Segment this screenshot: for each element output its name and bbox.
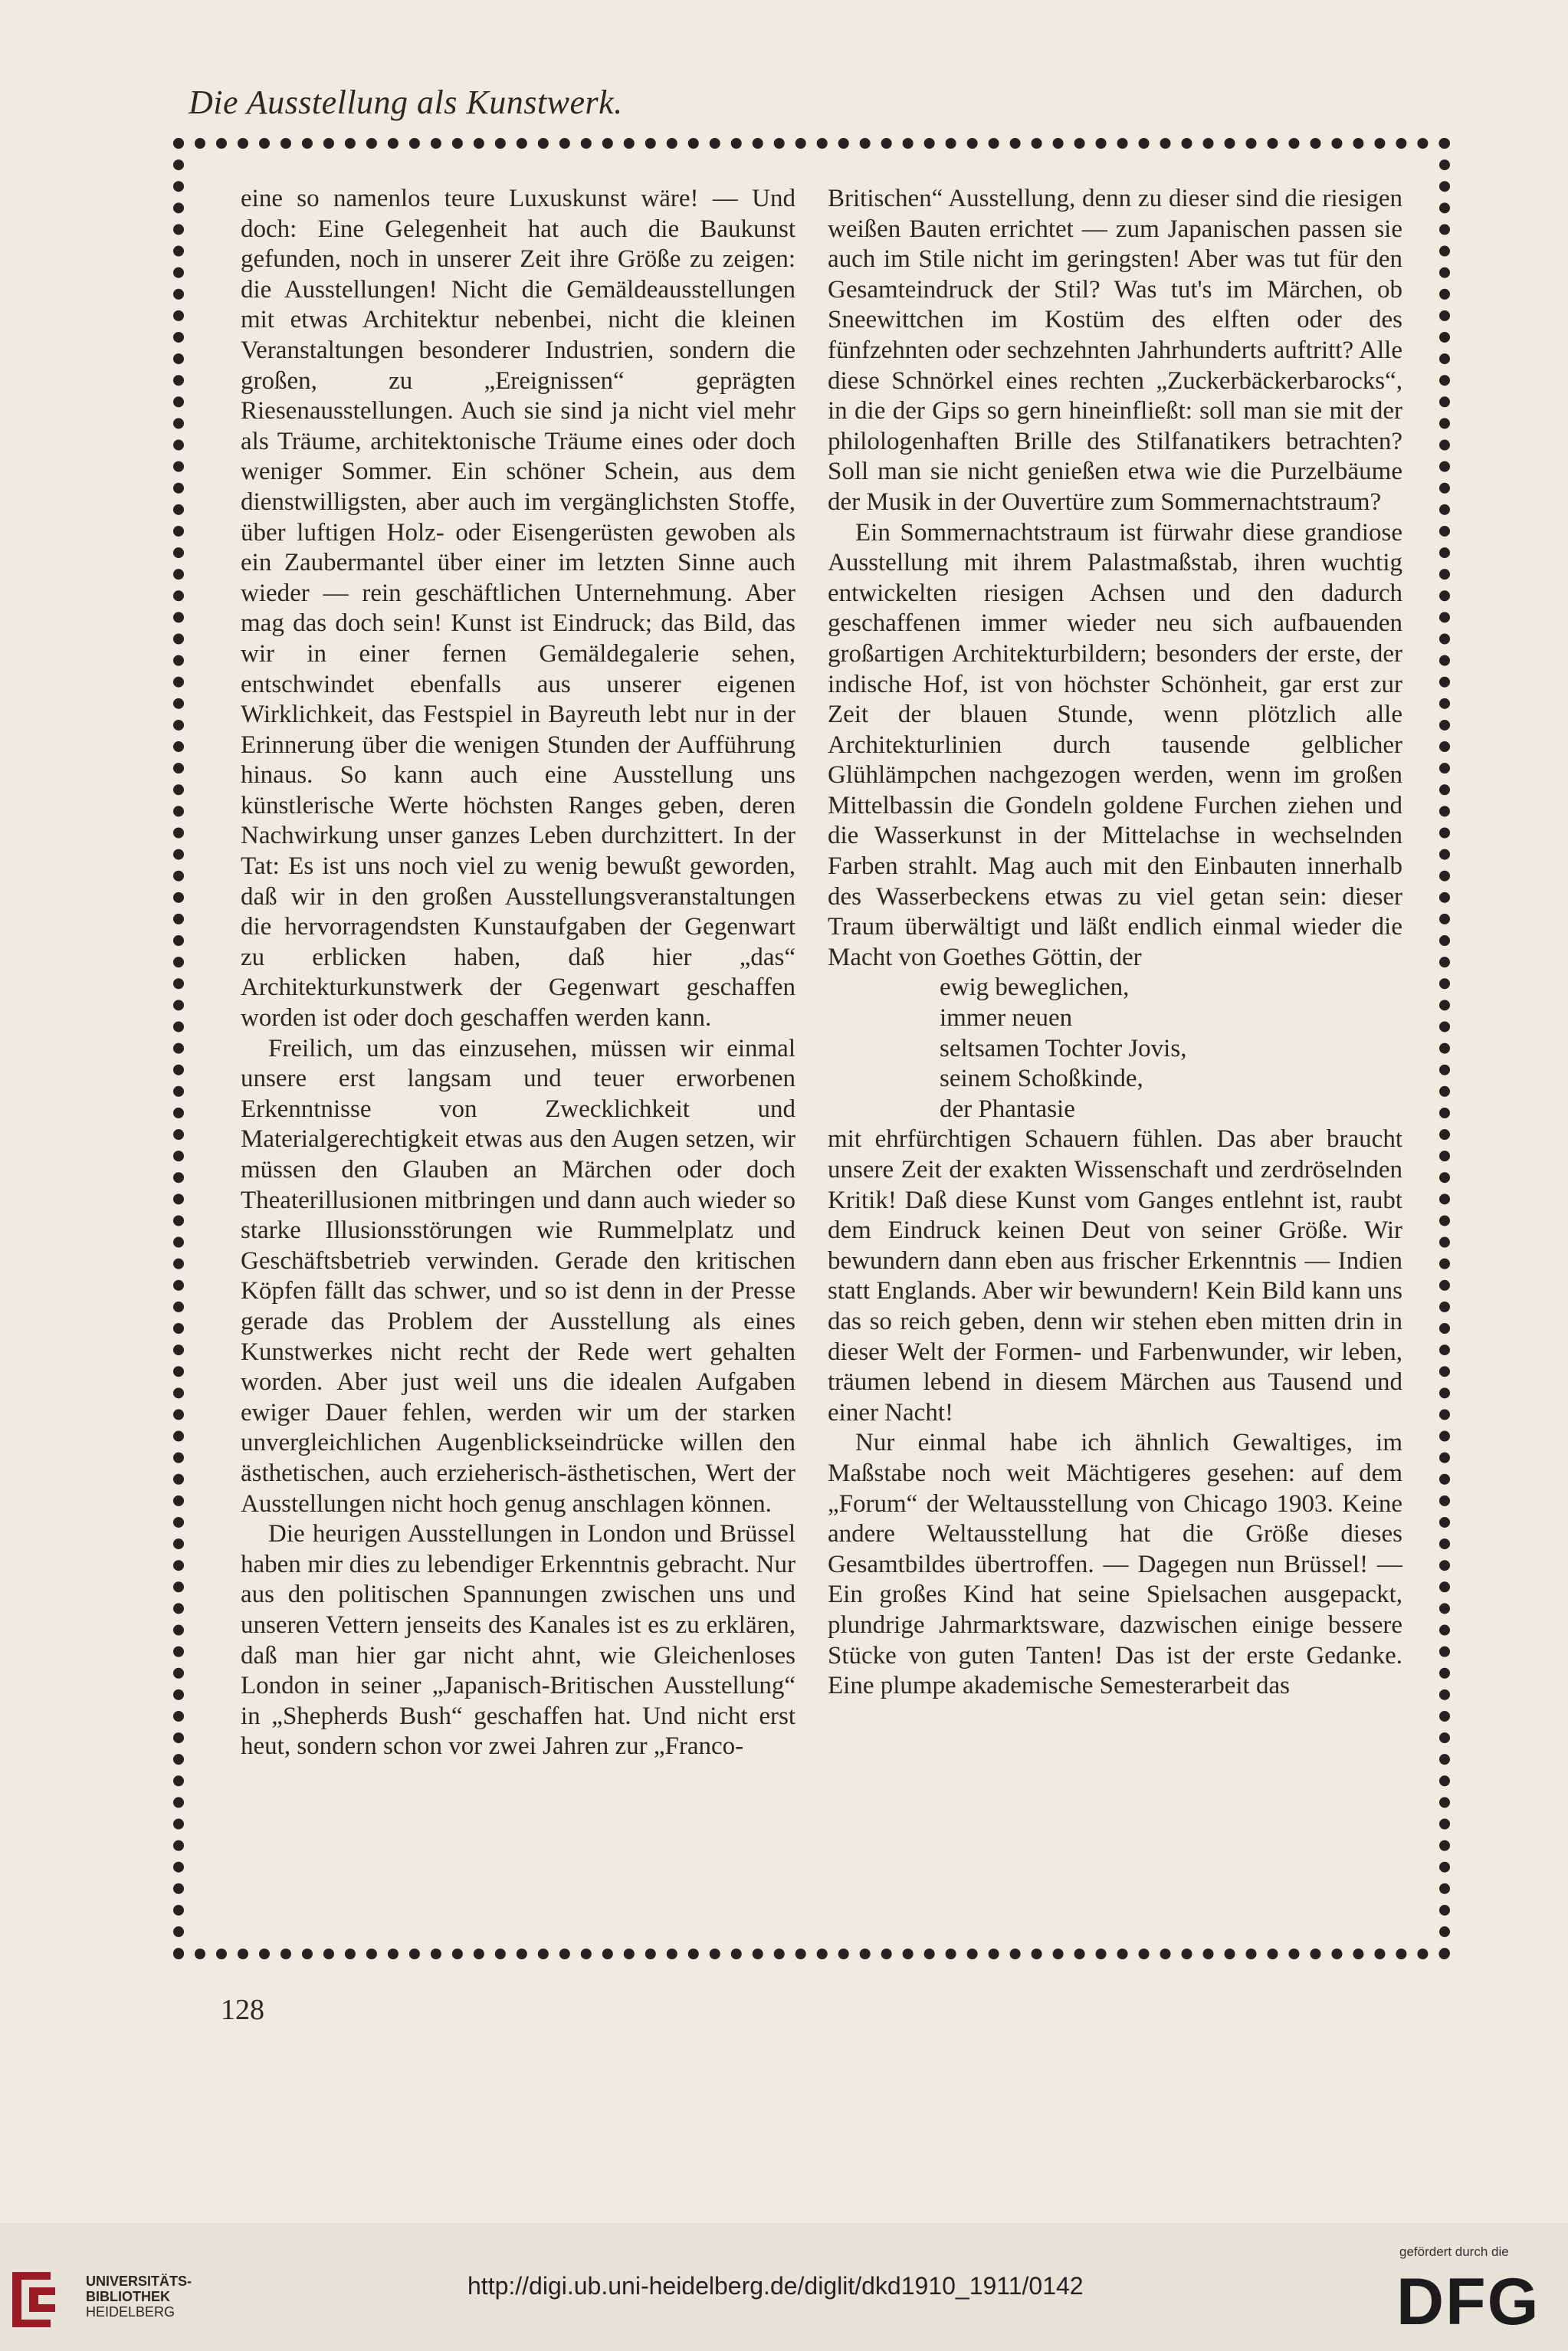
paragraph: Nur einmal habe ich ähnlich Gewaltiges, im Maßstabe noch weit Mächtigeres gesehen: auf dem „Forum“ der Weltausstellung von Chicago 1903. Keine andere Weltausstellung hat die Größe dieses Gesamtbildes übertroffen. — Dagegen nun Brüssel! — Ein großes Kind hat seine Spielsachen ausgepackt, plundrige Jahrmarktsware, dazwischen einige bessere Stücke von guten Tanten! Das ist der erste Gedanke. Eine plumpe akademische Semesterarbeit das xyxy=(828,1429,1402,1700)
paragraph: Die heurigen Ausstellungen in London und Brüssel haben mir dies zu lebendiger Erkenntnis gebracht. Nur aus den politischen Spannungen zwischen uns und unseren Vettern jenseits des Kanales ist es zu erklären, daß man hier gar nicht ahnt, wie Gleichenloses London in seiner „Japanisch-Britischen Ausstellung“ in „Shepherds Bush“ geschaffen hat. Und nicht erst heut, sondern schon vor zwei Jahren zur „Franco- xyxy=(241,1520,795,1761)
verse-line: ewig beweglichen, xyxy=(940,974,1130,1002)
verse-quote xyxy=(828,973,1402,1125)
verse-line: seinem Schoßkinde, xyxy=(940,1065,1143,1093)
page-number: 128 xyxy=(221,1994,264,2026)
funding-note: gefördert durch die xyxy=(1399,2244,1509,2259)
running-header: Die Ausstellung als Kunstwerk. xyxy=(189,84,623,121)
source-url-link[interactable]: http://digi.ub.uni-heidelberg.de/diglit/dkd1910_1911/0142 xyxy=(467,2272,1084,2300)
paragraph: mit ehrfürchtigen Schauern fühlen. Das aber braucht unsere Zeit der exakten Wissenschaft und zerdröselnden Kritik! Daß diese Kunst vom Ganges entlehnt ist, raubt dem Eindruck keinen Deut von seiner Größe. Wir bewundern dann eben aus frischer Erkenntnis — Indien statt Englands. Aber wir bewundern! Kein Bild kann uns das so reich geben, denn wir stehen eben mitten drin in dieser Welt der Formen- und Farbenwunder, wir leben, träumen lebend in diesem Märchen aus Tausend und einer Nacht! xyxy=(828,1125,1402,1427)
right-column xyxy=(828,184,1402,1702)
verse-line: immer neuen xyxy=(940,1004,1073,1033)
dfg-logo: DFG xyxy=(1396,2265,1540,2339)
paragraph: Britischen“ Ausstellung, denn zu dieser sind die riesigen weißen Bauten errichtet — zum Japanischen passen sie auch im Stile nicht im geringsten! Aber was tut für den Gesamteindruck der Stil? Was tut's im Märchen, ob Sneewittchen im Kostüm des elften oder des fünfzehnten oder sechzehnten Jahrhunderts auftritt? Alle diese Schnörkel eines rechten „Zuckerbäckerbarocks“, in die der Gips so gern hineinfließt: soll man sie mit der philologenhaften Brille des Stilfanatikers betrachten? Soll man sie nicht genießen etwa wie die Purzelbäume der Musik in der Ouvertüre zum Sommernachtstraum? xyxy=(828,185,1402,516)
paragraph: Freilich, um das einzusehen, müssen wir einmal unsere erst langsam und teuer erworbenen Erkenntnisse von Zwecklichkeit und Materialgerechtigkeit etwas aus den Augen setzen, wir müssen den Glauben an Märchen oder doch Theaterillusionen mitbringen und dann auch wieder so starke Illusionsstörungen wie Rummelplatz und Geschäftsbetrieb verwinden. Gerade den kritischen Köpfen fällt das schwer, und so ist denn in der Presse gerade das Problem der Ausstellung als eines Kunstwerkes nicht recht der Rede wert gehalten worden. Aber just weil uns die idealen Aufgaben ewiger Dauer fehlen, werden wir um der starken unvergleichlichen Augenblickseindrücke willen den ästhetischen, auch erzieherisch-ästhetischen, Wert der Ausstellungen nicht hoch genug anschlagen können. xyxy=(241,1034,795,1518)
verse-line: seltsamen Tochter Jovis, xyxy=(940,1034,1187,1062)
verse-line: der Phantasie xyxy=(940,1095,1075,1123)
left-column xyxy=(241,184,795,1762)
paragraph: Ein Sommernachtstraum ist fürwahr diese grandiose Ausstellung mit ihrem Palastmaßstab, ihren wuchtig entwickelten riesigen Achsen und den dadurch geschaffenen immer wieder neu sich aufbauenden großartigen Architekturbildern; besonders der erste, der indische Hof, ist von höchster Schönheit, gar erst zur Zeit der blauen Stunde, wenn plötzlich alle Architekturlinien durch tausende gelblicher Glühlämpchen nachgezogen werden, wenn im großen Mittelbassin die Gondeln goldene Furchen ziehen und die Wasserkunst in der Mittelachse in wechselnden Farben strahlt. Mag auch mit den Einbauten innerhalb des Wasserbeckens etwas zu viel getan sein: dieser Traum überwältigt und läßt endlich einmal wieder die Macht von Goethes Göttin, der xyxy=(828,518,1402,971)
library-name: UNIVERSITÄTS- BIBLIOTHEK HEIDELBERG xyxy=(86,2274,192,2320)
footer-bar xyxy=(0,2223,1568,2351)
university-library-logo-icon xyxy=(6,2261,83,2338)
paragraph: eine so namenlos teure Luxuskunst wäre! — Und doch: Eine Gelegenheit hat auch die Baukunst gefunden, noch in unserer Zeit ihre Größe zu zeigen: die Ausstellungen! Nicht die Gemäldeausstellungen mit etwas Architektur nebenbei, nicht die kleinen Veranstaltungen besonderer Industrien, sondern die großen, zu „Ereignissen“ geprägten Riesenausstellungen. Auch sie sind ja nicht viel mehr als Träume, architektonische Träume eines oder doch weniger Sommer. Ein schöner Schein, aus dem dienstwilligsten, aber auch im vergänglichsten Stoffe, über luftigen Holz- oder Eisengerüsten gewoben als ein Zaubermantel über einer im letzten Sinne auch wieder — rein geschäftlichen Unternehmung. Aber mag das doch sein! Kunst ist Eindruck; das Bild, das wir in einer fernen Gemäldegalerie sehen, entschwindet ebenfalls aus unserer eigenen Wirklichkeit, das Festspiel in Bayreuth lebt nur in der Erinnerung über die wenigen Stunden der Aufführung hinaus. So kann auch eine Ausstellung uns künstlerische Werte höchsten Ranges geben, deren Nachwirkung unser ganzes Leben durchzittert. In der Tat: Es ist uns noch viel zu wenig bewußt geworden, daß wir in den großen Ausstellungsveranstaltungen die hervorragendsten Kunstaufgaben der Gegenwart zu erblicken haben, daß hier „das“ Architekturkunstwerk der Gegenwart geschaffen worden ist oder doch geschaffen werden kann. xyxy=(241,185,795,1033)
